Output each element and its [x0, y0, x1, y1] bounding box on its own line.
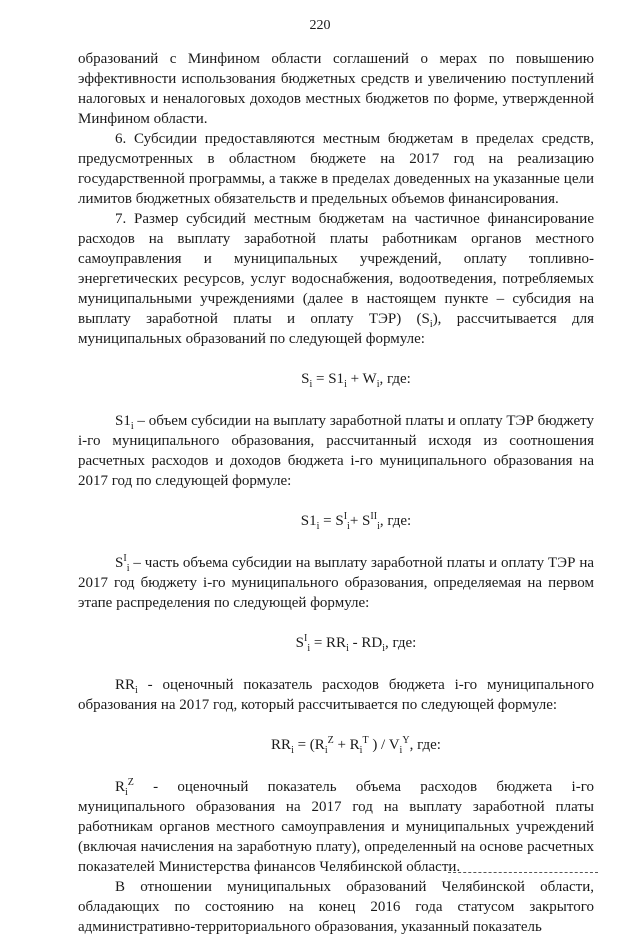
bottom-divider	[448, 872, 598, 873]
paragraph-zato: В отношении муниципальных образований Челябинской области, обладающих по состоянию на конец 2016 года статусом закрытого административно-территориального образования, указанный показатель	[78, 879, 594, 935]
paragraph-7-subscript: i	[429, 319, 433, 330]
page-number: 220	[309, 18, 331, 33]
definition-rr: $RR_i$ - оценочный показатель расходов бюджета i-го муниципального образования на 2017 год, который рассчитывается по следующей формуле:	[78, 677, 594, 713]
paragraph-7	[78, 209, 594, 349]
formula-si: $S_i = S1_i + W_i$, где:	[301, 371, 411, 390]
document-body	[78, 49, 594, 937]
formula-si-first: $S^I_i = RR_i - RD_i$, где:	[295, 633, 417, 654]
paragraph-6: 6. Субсидии предоставляются местным бюджетам в пределах средств, предусмотренных в областном бюджете на 2017 год на реализацию государственной программы, а также в пределах доведенных на указанные цели лимитов бюджетных обязательств и предельных объемов финансирования.	[78, 131, 594, 207]
formula-rr: $RR_i = (R_i^Z + R_i^T$ ) / $V_i^Y$, где:	[271, 735, 441, 756]
paragraph-7-text-a: 7. Размер субсидий местным бюджетам на частичное финансирование расходов на выплату заработной платы работникам органов местного самоуправления и муниципальных учреждений, оплату топливно-энергетических ресурсов, услуг водоснабжения, водоотведения, потребляемых муниципальными учреждениями (далее в настоящем пункте – субсидия на выплату заработной платы и оплату ТЭР) (S	[78, 211, 594, 327]
paragraph-7-text-b: ), рассчитывается для муниципальных образований по следующей формуле:	[78, 311, 594, 347]
formula-s1: $S1_i = S^I_i+ S^{II}_i$, где:	[300, 511, 412, 532]
definition-s1: $S1_i$ – объем субсидии на выплату заработной платы и оплату ТЭР бюджету i-го муниципального образования, рассчитанный исходя из соотношения расчетных расходов и доходов бюджета i-го муниципального образования на 2017 год по следующей формуле:	[78, 413, 594, 489]
definition-rz: $R_i^Z$ - оценочный показатель объема расходов бюджета i-го муниципального образования на 2017 год на выплату заработной платы работникам органов местного самоуправления и муниципальных учреждений (включая начисления на заработную плату), определенный на основе расчетных показателей Министерства финансов Челябинской области.	[78, 777, 594, 875]
paragraph-intro: образований с Минфином области соглашений о мерах по повышению эффективности использования бюджетных средств и увеличению поступлений налоговых и неналоговых доходов местных бюджетов по форме, утвержденной Минфином области.	[78, 51, 594, 127]
definition-si-first: $S^I_i$ – часть объема субсидии на выплату заработной платы и оплату ТЭР на 2017 год бюджету i-го муниципального образования, определяемая на первом этапе распределения по следующей формуле:	[78, 553, 594, 611]
